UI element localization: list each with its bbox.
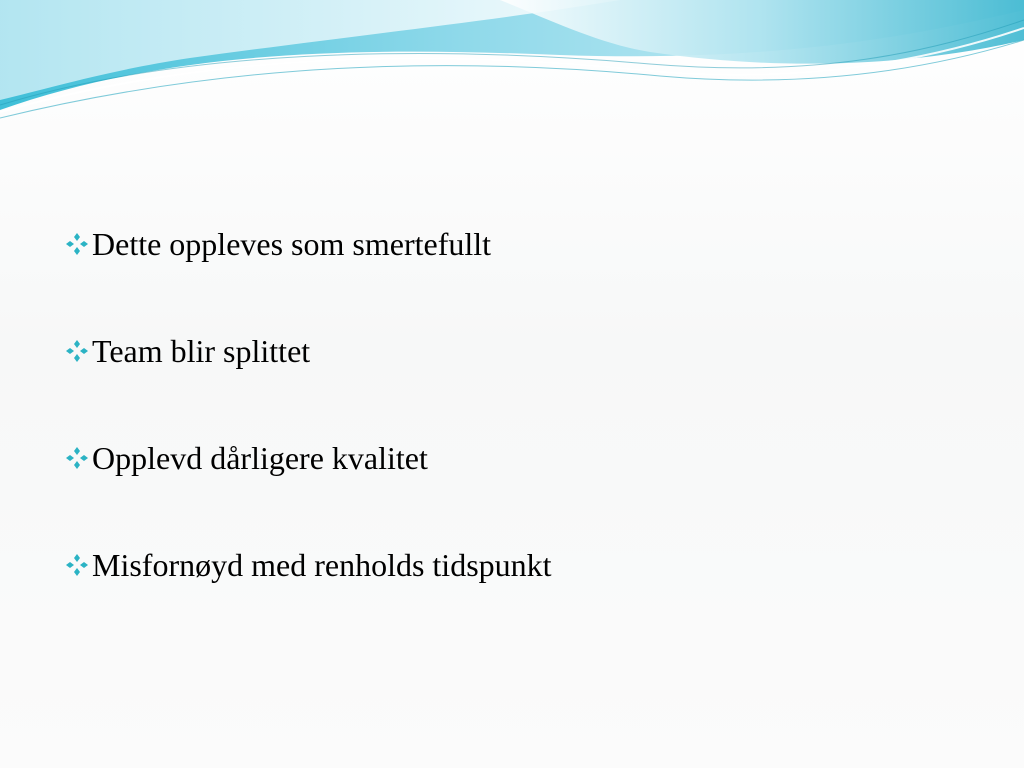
bullet-item — [64, 222, 552, 266]
diamond-bullet-icon — [64, 552, 90, 578]
diamond-bullet-icon — [64, 231, 90, 257]
bullet-text: Dette oppleves som smertefullt — [92, 226, 492, 262]
diamond-bullet-icon — [64, 445, 90, 471]
bullet-list — [64, 222, 552, 650]
bullet-text: Team blir splittet — [92, 333, 311, 369]
bullet-text: Misfornøyd med renholds tidspunkt — [92, 547, 552, 583]
bullet-text: Opplevd dårligere kvalitet — [92, 440, 428, 476]
bullet-item — [64, 543, 552, 587]
diamond-bullet-icon — [64, 338, 90, 364]
bullet-item — [64, 436, 552, 480]
bullet-item — [64, 329, 552, 373]
wave-header-decoration — [0, 0, 1024, 130]
